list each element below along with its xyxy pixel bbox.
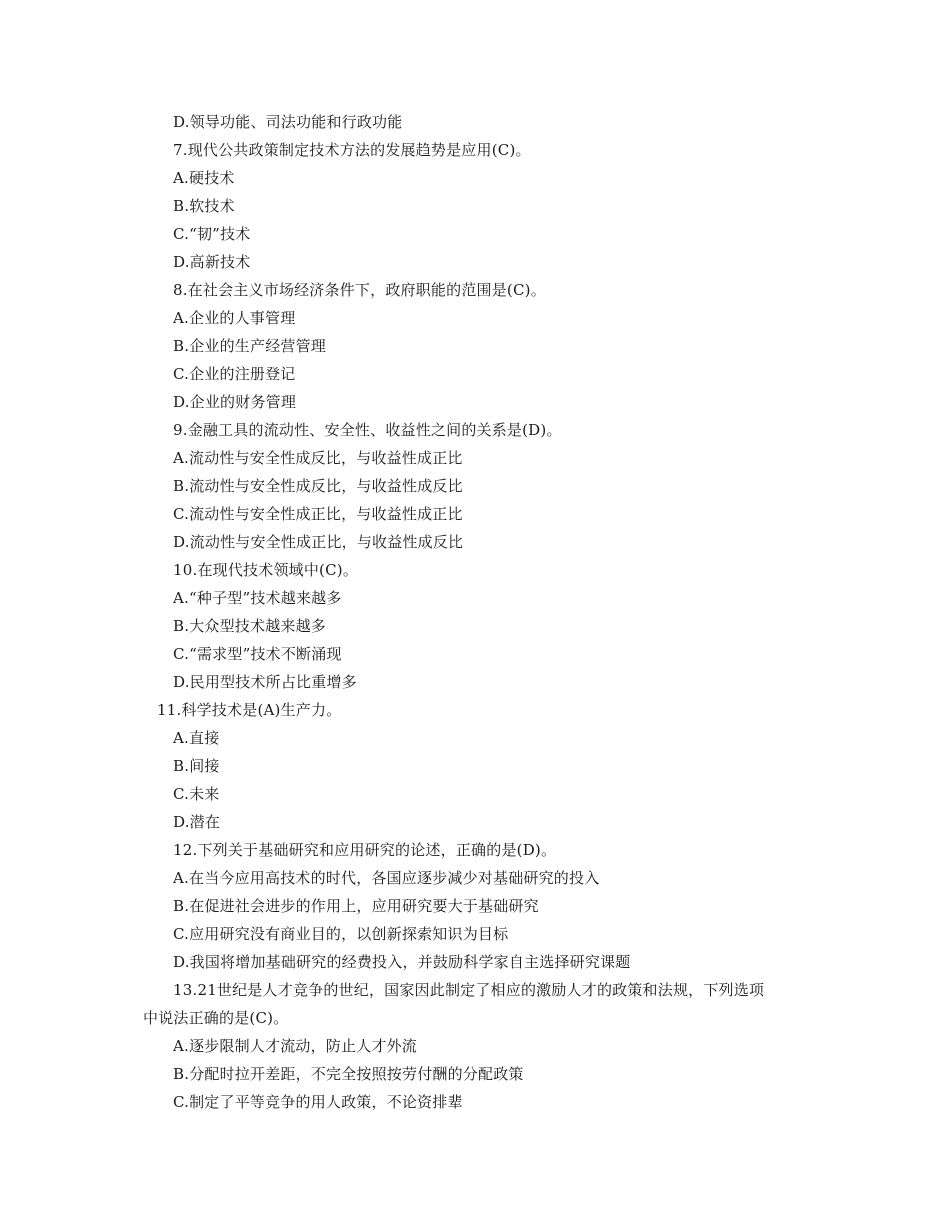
question-line-continued: 中说法正确的是(C)。: [143, 1009, 289, 1027]
option-line: A.“种子型”技术越来越多: [173, 589, 342, 607]
option-line: C.“韧”技术: [173, 225, 251, 243]
option-line: B.间接: [173, 757, 220, 775]
option-line: A.硬技术: [173, 169, 235, 187]
option-line: D.民用型技术所占比重增多: [173, 673, 357, 691]
question-line: 13.21世纪是人才竞争的世纪，国家因此制定了相应的激励人才的政策和法规，下列选项: [173, 981, 765, 999]
option-line: C.制定了平等竞争的用人政策，不论资排辈: [173, 1093, 463, 1111]
option-line: B.分配时拉开差距，不完全按照按劳付酬的分配政策: [173, 1065, 524, 1083]
question-line: 11.科学技术是(A)生产力。: [157, 701, 342, 719]
option-line: A.直接: [173, 729, 220, 747]
option-line: A.逐步限制人才流动，防止人才外流: [173, 1037, 418, 1055]
option-line: A.企业的人事管理: [173, 309, 296, 327]
option-line: A.流动性与安全性成反比，与收益性成正比: [173, 449, 463, 467]
option-line: B.在促进社会进步的作用上，应用研究要大于基础研究: [173, 897, 539, 915]
option-line: D.高新技术: [173, 253, 251, 271]
question-line: 8.在社会主义市场经济条件下，政府职能的范围是(C)。: [173, 281, 546, 299]
option-line: C.“需求型”技术不断涌现: [173, 645, 342, 663]
question-line: 12.下列关于基础研究和应用研究的论述，正确的是(D)。: [173, 841, 557, 859]
option-line: C.企业的注册登记: [173, 365, 296, 383]
option-line: B.软技术: [173, 197, 235, 215]
option-line: A.在当今应用高技术的时代，各国应逐步减少对基础研究的投入: [173, 869, 600, 887]
question-line: 7.现代公共政策制定技术方法的发展趋势是应用(C)。: [173, 141, 531, 159]
option-line: D.企业的财务管理: [173, 393, 297, 411]
option-line: D.领导功能、司法功能和行政功能: [173, 113, 403, 131]
option-line: C.流动性与安全性成正比，与收益性成正比: [173, 505, 463, 523]
option-line: D.潜在: [173, 813, 221, 831]
option-line: B.流动性与安全性成反比，与收益性成反比: [173, 477, 463, 495]
option-line: C.应用研究没有商业目的，以创新探索知识为目标: [173, 925, 509, 943]
question-line: 10.在现代技术领域中(C)。: [173, 561, 359, 579]
option-line: D.流动性与安全性成正比，与收益性成反比: [173, 533, 464, 551]
question-line: 9.金融工具的流动性、安全性、收益性之间的关系是(D)。: [173, 421, 562, 439]
option-line: D.我国将增加基础研究的经费投入，并鼓励科学家自主选择研究课题: [173, 953, 631, 971]
option-line: C.未来: [173, 785, 220, 803]
option-line: B.企业的生产经营管理: [173, 337, 326, 355]
option-line: B.大众型技术越来越多: [173, 617, 326, 635]
